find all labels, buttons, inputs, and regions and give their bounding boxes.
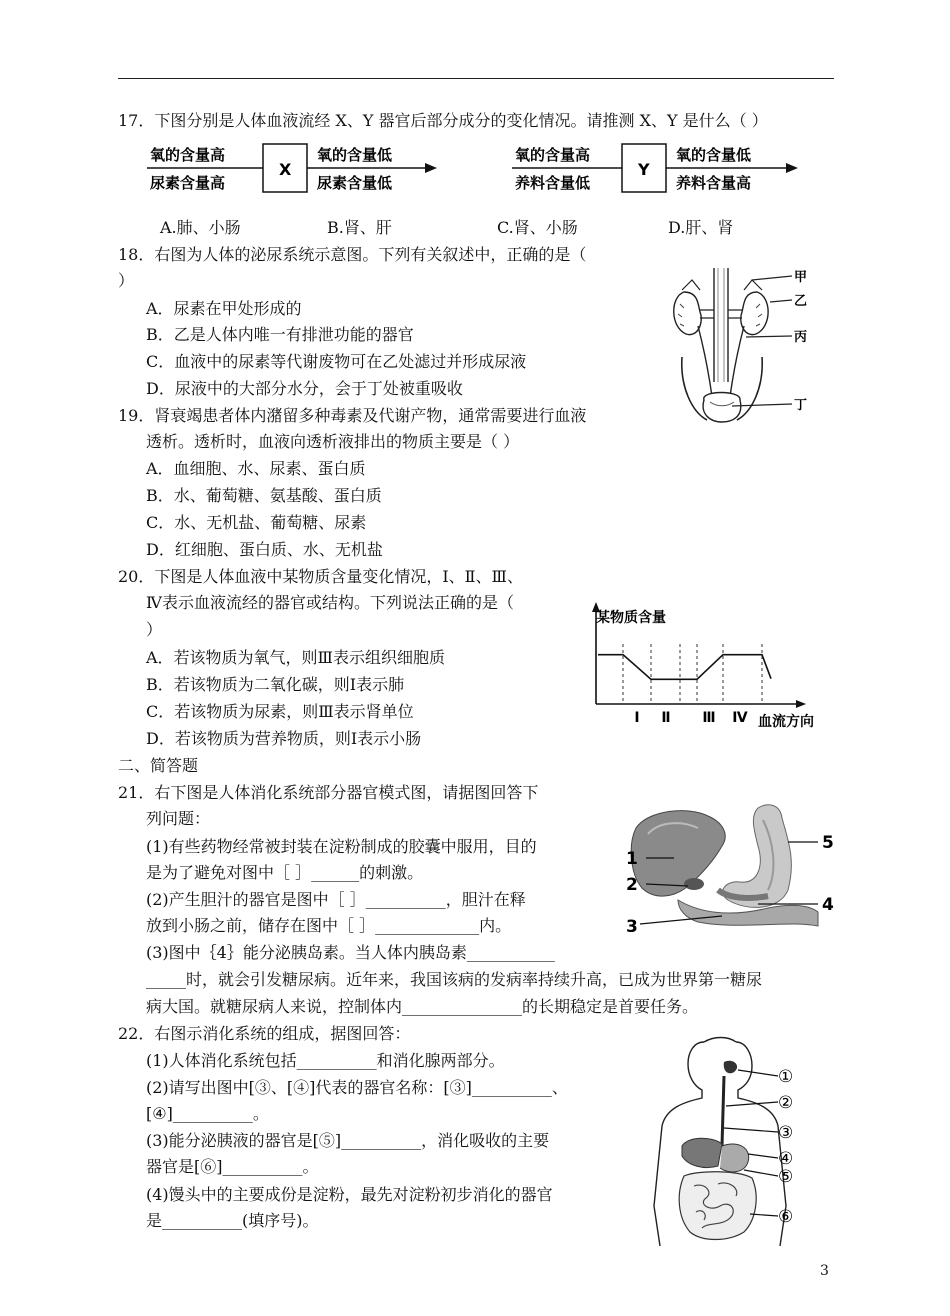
header-rule <box>118 78 834 79</box>
q22-stem: 22．右图示消化系统的组成，据图回答： <box>118 1024 411 1043</box>
q19-stem-line2: 透析。透析时，血液向透析液排出的物质主要是（ ） <box>146 432 520 451</box>
digestive-organs-figure <box>618 800 838 940</box>
q17-y-left-top: 氧的含量高 <box>515 146 591 164</box>
fig21-label-3: 3 <box>626 917 638 937</box>
q17-x-right-top: 氧的含量低 <box>317 146 393 164</box>
q17-x-left-top: 氧的含量高 <box>150 146 226 164</box>
fig22-label-6: ⑥ <box>778 1207 794 1227</box>
q21-p2-line2: 放到小肠之前，储存在图中［ ］_____________内。 <box>146 916 512 935</box>
q17-x-box: X <box>279 160 292 179</box>
q19-option-d: D．红细胞、蛋白质、水、无机盐 <box>146 540 383 559</box>
q20-stem-line2: Ⅳ表示血液流经的器官或结构。下列说法正确的是（ <box>146 593 514 612</box>
q17-option-c: C.肾、小肠 <box>497 218 578 237</box>
q21-p1-line2: 是为了避免对图中［ ］______的刺激。 <box>146 863 424 882</box>
fig22-label-4: ④ <box>778 1149 794 1169</box>
q20-stem-line1: 20．下图是人体血液中某物质含量变化情况，Ⅰ、Ⅱ、Ⅲ、 <box>118 567 523 586</box>
urinary-system-figure <box>662 262 842 442</box>
q20-option-d: D．若该物质为营养物质，则Ⅰ表示小肠 <box>146 729 422 748</box>
bladder-shape <box>703 393 741 423</box>
q17-y-right-bottom: 养料含量高 <box>676 174 752 192</box>
q17-y-left-bottom: 养料含量低 <box>515 174 591 192</box>
q18-stem-line1: 18．右图为人体的泌尿系统示意图。下列有关叙述中，正确的是（ <box>118 245 587 264</box>
left-kidney-shape <box>674 292 701 335</box>
q17-option-d: D.肝、肾 <box>668 218 734 237</box>
q22-p4-line1: (4)馒头中的主要成份是淀粉，最先对淀粉初步消化的器官 <box>146 1185 553 1204</box>
q20-option-a: A．若该物质为氧气，则Ⅲ表示组织细胞质 <box>146 648 445 667</box>
fig22-label-5: ⑤ <box>778 1167 794 1187</box>
q17-option-a: A.肺、小肠 <box>160 218 241 237</box>
q18-option-c: C．血液中的尿素等代谢废物可在乙处滤过并形成尿液 <box>146 352 527 371</box>
q17-x-right-bottom: 尿素含量低 <box>317 174 393 192</box>
q21-stem-line1: 21．右下图是人体消化系统部分器官模式图，请据图回答下 <box>118 783 539 802</box>
q22-p2-line2: [④]__________。 <box>146 1104 269 1123</box>
label-ding: 丁 <box>794 398 808 413</box>
q20-stem-line3: ） <box>146 620 163 639</box>
q18-option-a: A．尿素在甲处形成的 <box>146 299 302 318</box>
fig21-label-2: 2 <box>626 875 638 895</box>
right-kidney-shape <box>741 292 768 335</box>
chart-tick-label-1: Ⅰ <box>634 710 640 726</box>
q21-p1-line1: (1)有些药物经常被封装在淀粉制成的胶囊中服用，目的 <box>146 837 537 856</box>
fig22-label-1: ① <box>778 1067 794 1087</box>
q17-y-box: Y <box>638 160 650 179</box>
fig21-label-4: 4 <box>822 895 834 915</box>
chart-tick-label-4: Ⅳ <box>732 710 748 726</box>
q19-stem-line1: 19．肾衰竭患者体内潴留多种毒素及代谢产物，通常需要进行血液 <box>118 406 587 425</box>
chart-tick-label-2: Ⅱ <box>661 710 671 726</box>
q22-p3-line2: 器官是[⑥]__________。 <box>146 1157 319 1176</box>
q17-diagram-y <box>510 138 810 198</box>
page-number: 3 <box>820 1263 829 1279</box>
fig22-label-3: ③ <box>778 1123 794 1143</box>
digestive-system-figure <box>648 1036 838 1252</box>
q20-option-c: C．若该物质为尿素，则Ⅲ表示肾单位 <box>146 702 414 721</box>
q22-p1: (1)人体消化系统包括__________和消化腺两部分。 <box>146 1051 505 1070</box>
label-jia: 甲 <box>794 270 808 285</box>
q18-stem-line2: ） <box>118 271 135 290</box>
q18-option-b: B．乙是人体内唯一有排泄功能的器官 <box>146 325 414 344</box>
q21-stem-line2: 列问题： <box>146 809 211 828</box>
q21-p3-line2: _____时，就会引发糖尿病。近年来，我国该病的发病率持续升高，已成为世界第一糖尿 <box>146 970 763 989</box>
chart-tick-label-3: Ⅲ <box>702 710 716 726</box>
q17-y-right-top: 氧的含量低 <box>676 146 752 164</box>
chart-xlabel: 血流方向 <box>758 714 814 730</box>
q21-p3-line3: 病大国。就糖尿病人来说，控制体内_______________的长期稳定是首要任务。 <box>146 997 699 1016</box>
fig22-label-2: ② <box>778 1093 794 1113</box>
substance-content-chart <box>590 600 850 730</box>
section-title: 二、简答题 <box>118 756 199 775</box>
q17-x-left-bottom: 尿素含量高 <box>150 174 226 192</box>
label-bing: 丙 <box>794 330 808 345</box>
q17-option-b: B.肾、肝 <box>327 218 392 237</box>
q17-stem: 17．下图分别是人体血液流经 X、Y 器官后部分成分的变化情况。请推测 X、Y 是什么（ ） <box>118 111 768 130</box>
q19-option-a: A．血细胞、水、尿素、蛋白质 <box>146 459 366 478</box>
q19-option-b: B．水、葡萄糖、氨基酸、蛋白质 <box>146 486 382 505</box>
label-yi: 乙 <box>794 294 808 309</box>
q18-option-d: D．尿液中的大部分水分，会于丁处被重吸收 <box>146 379 463 398</box>
q22-p4-line2: 是__________(填序号)。 <box>146 1211 319 1230</box>
q20-option-b: B．若该物质为二氧化碳，则Ⅰ表示肺 <box>146 675 405 694</box>
q21-p2-line1: (2)产生胆汁的器官是图中［ ］__________，胆汁在释 <box>146 890 526 909</box>
q19-option-c: C．水、无机盐、葡萄糖、尿素 <box>146 513 367 532</box>
q22-p3-line1: (3)能分泌胰液的器官是[⑤]__________，消化吸收的主要 <box>146 1131 550 1150</box>
fig21-label-1: 1 <box>626 849 638 869</box>
q21-p3-line1: (3)图中｛4｝能分泌胰岛素。当人体内胰岛素___________ <box>146 943 555 962</box>
q17-diagram-x <box>145 138 445 198</box>
chart-ylabel: 某物质含量 <box>596 610 666 626</box>
chart-series-line <box>598 655 771 680</box>
q22-p2-line1: (2)请写出图中[③、[④]代表的器官名称：[③]__________、 <box>146 1078 568 1097</box>
fig21-label-5: 5 <box>822 833 834 853</box>
